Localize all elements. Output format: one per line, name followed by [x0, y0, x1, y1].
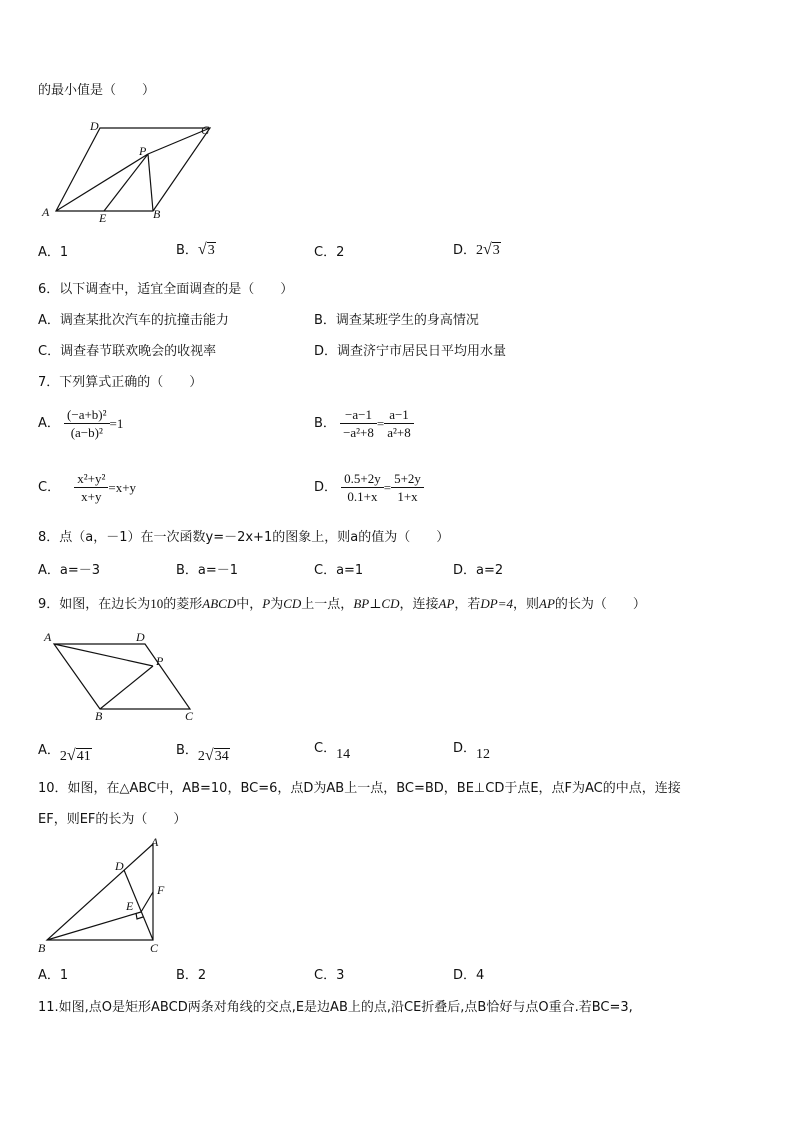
q10-point-F: F [157, 883, 165, 897]
q5-option-d-radical: 2√3 [476, 241, 500, 258]
q10-point-E: E [126, 899, 134, 913]
q7-c-fraction: $\frac{\text{x²+y²}}{x+y}$ [74, 472, 108, 503]
q7-option-a-label: A． [38, 416, 60, 431]
q7-option-b: B． $\frac{-a-1}{\text{−a²+8}}$ = $\frac{a-1}{\text{a²+8}}$ [314, 408, 414, 439]
q8-stem: 8．点（a，－1）在一次函数y=－2x+1的图象上，则a的值为（ ） [38, 530, 450, 545]
q7-option-d-label: D． [314, 480, 338, 495]
q8-option-b: B．a=－1 [176, 563, 239, 578]
q7-b-fraction-right: $\frac{a-1}{\text{a²+8}}$ [384, 408, 414, 439]
q6-option-b: B．调查某班学生的身高情况 [314, 313, 479, 328]
q5-point-B: B [153, 207, 161, 221]
q10-option-a: A．1 [38, 968, 69, 983]
q6-option-a: A．调查某批次汽车的抗撞击能力 [38, 313, 229, 328]
q7-b-fraction-left: $\frac{-a-1}{\text{−a²+8}}$ [340, 408, 377, 439]
q9-option-b-radical: 2√34 [197, 747, 229, 764]
q7-a-fraction: $\frac{\text{(−a+b)²}}{\text{(a−b)²}}$ [64, 408, 110, 439]
q9-option-b: B．2√34 [176, 743, 229, 764]
q5-point-P: P [139, 144, 147, 158]
q10-option-d: D．4 [453, 968, 485, 983]
q7-option-d: D． $\frac{0.5+2y}{0.1+x}$ = $\frac{5+2y}{1+x}$ [314, 472, 424, 503]
q5-option-b [176, 242, 216, 258]
q9-point-B: B [95, 709, 103, 723]
q7-option-c: C． $\frac{\text{x²+y²}}{x+y}$ =x+y [38, 471, 137, 504]
q7-option-b-label: B． [314, 416, 336, 431]
q8-option-d: D．a=2 [453, 563, 504, 578]
q8-option-a: A．a=－3 [38, 563, 101, 578]
q5-option-c: C．2 [314, 245, 345, 260]
q6-option-d: D．调查济宁市居民日平均用水量 [314, 344, 507, 359]
q7-d-fraction-right: $\frac{5+2y}{1+x}$ [391, 472, 424, 503]
q5-option-b-radical: √3 [197, 241, 215, 258]
q10-option-b: B．2 [176, 968, 207, 983]
q7-stem: 7．下列算式正确的（ ） [38, 375, 203, 390]
q5-option-b-label: B． [176, 243, 198, 258]
q5-option-a: A．1 [38, 245, 69, 260]
q7-option-c-label: C． [38, 480, 61, 495]
q5-point-C: C [201, 123, 210, 137]
q5-option-d [453, 242, 501, 258]
q5-parallelogram-figure [38, 118, 258, 228]
q9-option-a: A．2√41 [38, 743, 91, 764]
q8-option-c: C．a=1 [314, 563, 364, 578]
q9-stem: 9．如图，在边长为10的菱形ABCD中，P为CD上一点，BP⊥CD，连接AP，若DP=4，则AP的长为（ ） [38, 596, 646, 612]
q11-stem: 11.如图,点O是矩形ABCD两条对角线的交点,E是边AB上的点,沿CE折叠后,点B恰好与点O重合.若BC=3, [38, 1000, 633, 1015]
q5-stem: 的最小值是（ ） [38, 83, 156, 98]
q9-option-d: D．12 [453, 741, 491, 762]
q5-point-A: A [42, 205, 50, 219]
q7-d-fraction-left: $\frac{0.5+2y}{0.1+x}$ [341, 472, 384, 503]
q5-point-E: E [99, 211, 107, 225]
q6-stem: 6．以下调查中，适宜全面调查的是（ ） [38, 282, 294, 297]
q10-stem-line2: EF，则EF的长为（ ） [38, 812, 187, 827]
q9-point-A: A [44, 630, 52, 644]
q9-option-c: C．14 [314, 741, 351, 762]
q10-stem-line1: 10．如图，在△ABC中，AB=10，BC=6，点D为AB上一点，BC=BD，BE⊥CD于点E，点F为AC的中点，连接 [38, 781, 681, 796]
q10-point-A: A [151, 835, 159, 849]
q6-option-c: C．调查春节联欢晚会的收视率 [38, 344, 217, 359]
q9-option-a-radical: 2√41 [59, 747, 91, 764]
q9-point-P: P [156, 654, 164, 668]
q10-point-C: C [150, 941, 159, 955]
q9-point-C: C [185, 709, 194, 723]
q10-point-B: B [38, 941, 46, 955]
q9-rhombus-figure [40, 630, 220, 723]
q9-point-D: D [136, 630, 145, 644]
q7-option-a: A． $\frac{\text{(−a+b)²}}{\text{(a−b)²}}$ =1 [38, 407, 124, 440]
q5-point-D: D [90, 119, 99, 133]
q10-point-D: D [115, 859, 124, 873]
q10-option-c: C．3 [314, 968, 345, 983]
q5-option-d-label: D． [453, 243, 477, 258]
